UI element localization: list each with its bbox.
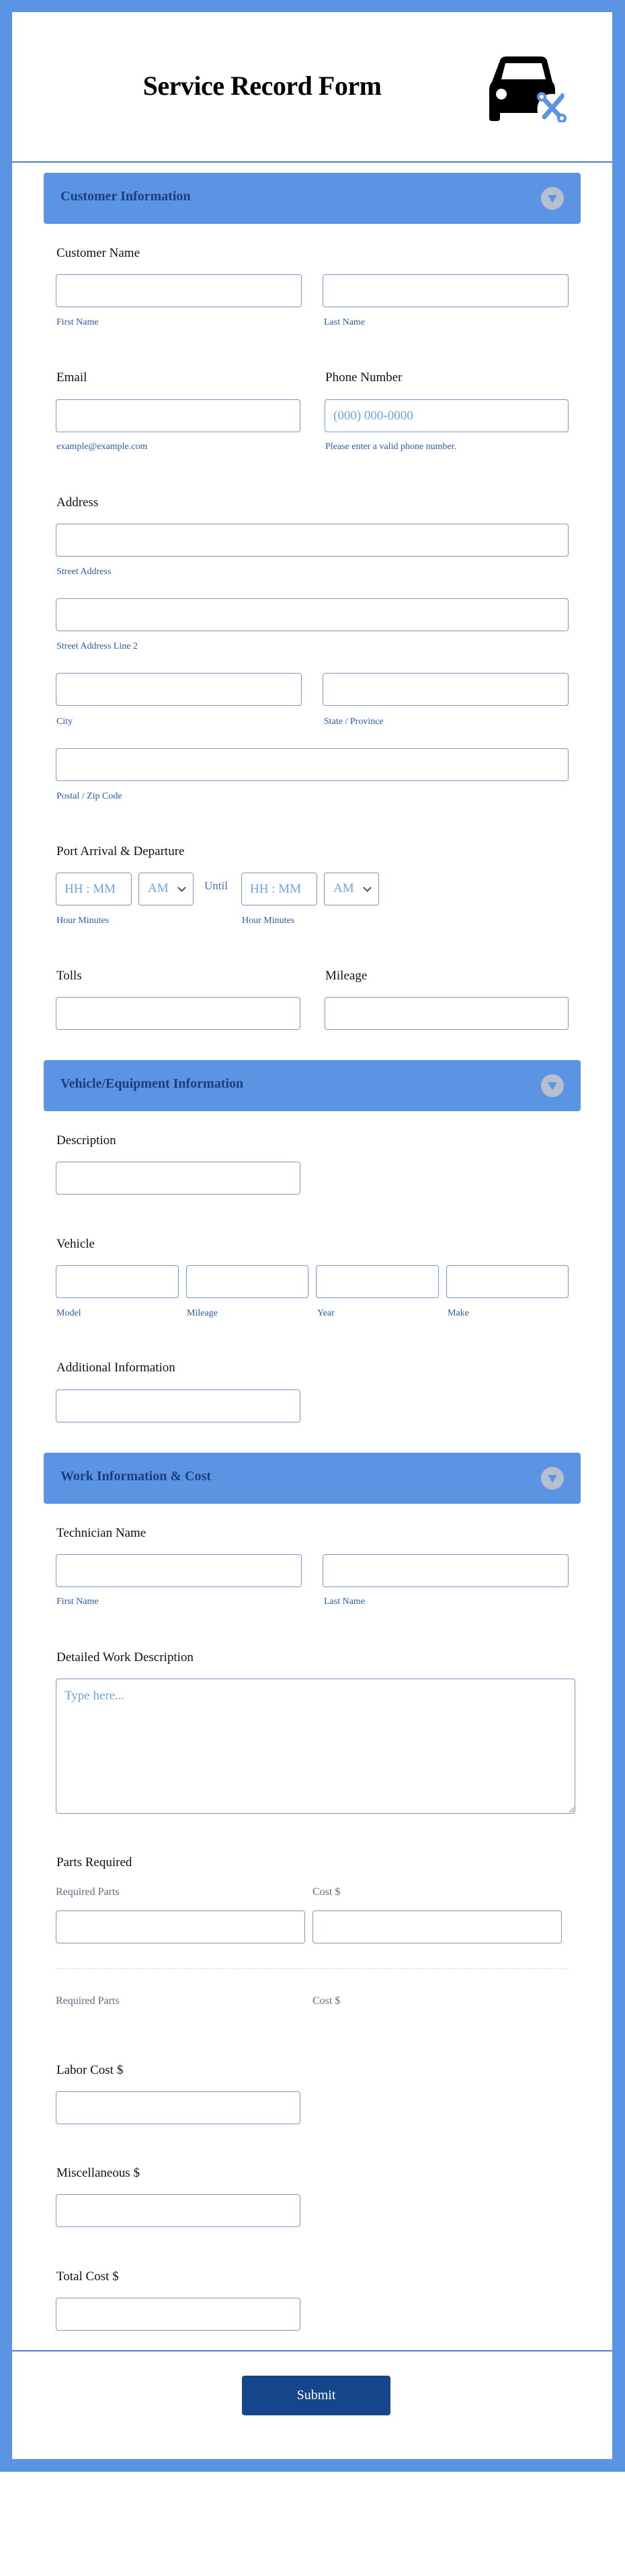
cost-column-header: Cost $ [312, 1995, 341, 2007]
street-address-input[interactable] [56, 524, 569, 557]
address-label: Address [56, 495, 99, 510]
required-parts-input[interactable] [56, 1910, 305, 1943]
email-sublabel: example@example.com [56, 442, 148, 452]
vehicle-year-sublabel: Year [317, 1308, 335, 1318]
vehicle-mileage-input[interactable] [186, 1265, 308, 1298]
arrival-ampm-value: AM [148, 881, 169, 895]
phone-sublabel: Please enter a valid phone number. [325, 442, 457, 452]
vehicle-model-input[interactable] [56, 1265, 179, 1298]
header-divider [12, 161, 612, 163]
part-cost-input[interactable] [312, 1910, 562, 1943]
collapse-chevron-icon[interactable] [541, 1074, 564, 1097]
until-label: Until [204, 879, 228, 892]
departure-ampm-value: AM [333, 881, 354, 895]
collapse-chevron-icon[interactable] [541, 1467, 564, 1490]
additional-information-label: Additional Information [56, 1361, 175, 1375]
tolls-label: Tolls [56, 969, 82, 983]
customer-name-label: Customer Name [56, 246, 140, 260]
miscellaneous-label: Miscellaneous $ [56, 2166, 140, 2180]
section-vehicle-equipment-information[interactable] [44, 1060, 581, 1111]
first-name-sublabel: First Name [56, 1597, 99, 1607]
miscellaneous-input[interactable] [56, 2194, 300, 2227]
section-title: Work Information & Cost [60, 1469, 211, 1484]
section-customer-information[interactable] [44, 173, 581, 224]
state-input[interactable] [323, 673, 569, 706]
email-input[interactable] [56, 399, 300, 432]
chevron-down-icon [363, 883, 372, 892]
tolls-input[interactable] [56, 997, 300, 1030]
collapse-chevron-icon[interactable] [541, 187, 564, 210]
street-address-line2-sublabel: Street Address Line 2 [56, 641, 138, 651]
last-name-sublabel: Last Name [324, 1597, 366, 1607]
cost-column-header: Cost $ [312, 1886, 341, 1898]
detailed-work-description-label: Detailed Work Description [56, 1650, 194, 1664]
technician-last-name-input[interactable] [323, 1554, 569, 1587]
description-label: Description [56, 1133, 116, 1148]
arrival-ampm-select[interactable] [138, 873, 194, 905]
mileage-label: Mileage [325, 969, 368, 983]
vehicle-model-sublabel: Model [56, 1308, 81, 1318]
chevron-down-icon [177, 883, 186, 892]
port-arrival-label: Port Arrival & Departure [56, 844, 185, 858]
postal-code-input[interactable] [56, 748, 569, 781]
section-work-information-cost[interactable] [44, 1453, 581, 1504]
first-name-sublabel: First Name [56, 317, 99, 327]
labor-cost-label: Labor Cost $ [56, 2063, 124, 2077]
departure-time-sublabel: Hour Minutes [242, 916, 295, 926]
state-sublabel: State / Province [324, 717, 384, 727]
total-cost-input[interactable] [56, 2298, 300, 2331]
required-parts-column-header: Required Parts [56, 1995, 120, 2007]
departure-time-input[interactable] [241, 873, 317, 905]
arrival-time-input[interactable] [56, 873, 132, 905]
email-label: Email [56, 370, 87, 385]
street-address-line2-input[interactable] [56, 598, 569, 631]
city-sublabel: City [56, 717, 73, 727]
vehicle-mileage-sublabel: Mileage [187, 1308, 218, 1318]
phone-input[interactable] [325, 399, 569, 432]
phone-label: Phone Number [325, 370, 403, 385]
vehicle-year-input[interactable] [316, 1265, 439, 1298]
parts-required-label: Parts Required [56, 1855, 132, 1869]
customer-last-name-input[interactable] [323, 274, 569, 307]
additional-information-input[interactable] [56, 1390, 300, 1422]
technician-name-label: Technician Name [56, 1526, 147, 1540]
postal-code-sublabel: Postal / Zip Code [56, 791, 122, 801]
arrival-time-sublabel: Hour Minutes [56, 916, 110, 926]
technician-first-name-input[interactable] [56, 1554, 302, 1587]
vehicle-make-sublabel: Make [448, 1308, 469, 1318]
description-input[interactable] [56, 1162, 300, 1195]
section-title: Customer Information [60, 189, 191, 204]
section-title: Vehicle/Equipment Information [60, 1076, 244, 1091]
total-cost-label: Total Cost $ [56, 2269, 119, 2284]
required-parts-column-header: Required Parts [56, 1886, 120, 1898]
vehicle-make-input[interactable] [446, 1265, 569, 1298]
departure-ampm-select[interactable] [324, 873, 379, 905]
last-name-sublabel: Last Name [324, 317, 366, 327]
car-repair-icon [488, 55, 567, 122]
street-address-sublabel: Street Address [56, 567, 112, 577]
footer-divider [12, 2350, 612, 2351]
customer-first-name-input[interactable] [56, 274, 302, 307]
city-input[interactable] [56, 673, 302, 706]
detailed-work-description-textarea[interactable] [56, 1679, 575, 1814]
page-title: Service Record Form [142, 71, 382, 101]
vehicle-label: Vehicle [56, 1237, 95, 1251]
labor-cost-input[interactable] [56, 2091, 300, 2124]
mileage-input[interactable] [325, 997, 569, 1030]
submit-button[interactable]: Submit [242, 2376, 390, 2415]
parts-row-divider [56, 1968, 569, 1969]
